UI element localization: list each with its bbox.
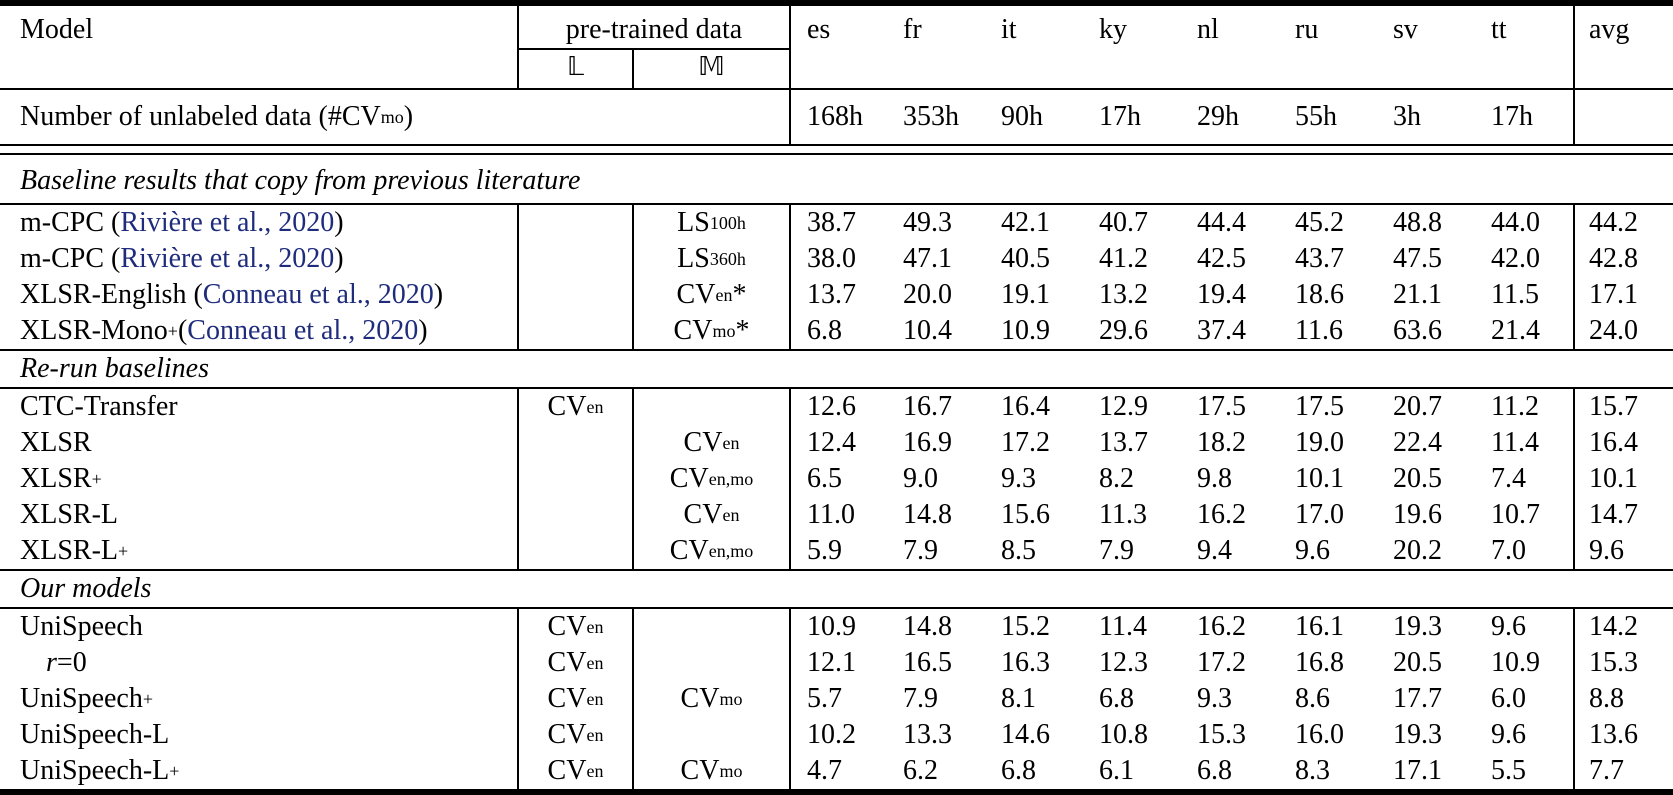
value-cell-it: 15.2 (1001, 611, 1050, 642)
text-sub: 100h (709, 212, 746, 233)
table-row (0, 205, 1673, 241)
value-cell-tt: 7.4 (1491, 463, 1526, 494)
text-sup: + (167, 320, 178, 341)
value-cell-nl: 17.2 (1197, 647, 1246, 678)
model-name-cell (0, 497, 517, 533)
value-cell-fr: 16.7 (903, 391, 952, 422)
multilingual-pretrain-cell (632, 609, 789, 645)
text-segment: * (732, 279, 747, 310)
value-cell-tt: 9.6 (1491, 719, 1526, 750)
avg-cell: 44.2 (1573, 205, 1673, 241)
model-name-cell (0, 425, 517, 461)
value-cell-ky: 41.2 (1099, 243, 1148, 274)
value-cell-sv: 22.4 (1393, 427, 1442, 458)
value-cell-ru: 9.6 (1295, 535, 1330, 566)
value-cell-it: 17.2 (1001, 427, 1050, 458)
value-cell-tt: 11.2 (1491, 391, 1539, 422)
multilingual-pretrain-cell (632, 205, 789, 241)
text-sub: 360h (709, 248, 746, 269)
citation-link[interactable]: Conneau et al., 2020 (202, 279, 434, 310)
text-segment: CV (547, 391, 587, 422)
value-cell-tt: 11.5 (1491, 279, 1539, 310)
value-cell-ky: 40.7 (1099, 207, 1148, 238)
avg-cell: 13.6 (1573, 717, 1673, 753)
col-header-nl: nl (1197, 14, 1219, 45)
table-row (0, 277, 1673, 313)
value-cell-tt: 10.7 (1491, 499, 1540, 530)
labeled-pretrain-cell (517, 313, 632, 349)
table-row (0, 313, 1673, 349)
value-cell-fr: 13.3 (903, 719, 952, 750)
avg-cell: 14.7 (1573, 497, 1673, 533)
text-segment: CV (683, 499, 723, 530)
model-name-cell (0, 533, 517, 569)
value-cell-ru: 10.1 (1295, 463, 1344, 494)
labeled-pretrain-cell (517, 609, 632, 645)
col-header-multilingual-symbol: 𝕄 (632, 50, 789, 88)
text-segment: CV (680, 683, 720, 714)
value-cell-sv: 48.8 (1393, 207, 1442, 238)
avg-cell: 16.4 (1573, 425, 1673, 461)
value-cell-ky: 12.9 (1099, 391, 1148, 422)
text-segment: XLSR-L (20, 535, 118, 566)
section-header-row (0, 571, 1673, 609)
model-name-cell (0, 389, 517, 425)
avg-cell: 17.1 (1573, 277, 1673, 313)
col-header-model: Model (20, 14, 94, 45)
text-segment: ) (418, 315, 428, 346)
value-cell-sv: 63.6 (1393, 315, 1442, 346)
text-segment: CV (547, 755, 587, 786)
value-cell-ky: 29.6 (1099, 315, 1148, 346)
avg-cell (1573, 90, 1673, 144)
value-cell-fr: 20.0 (903, 279, 952, 310)
value-cell-it: 40.5 (1001, 243, 1050, 274)
value-cell-sv: 47.5 (1393, 243, 1442, 274)
labeled-pretrain-cell (517, 389, 632, 425)
value-cell-sv: 20.5 (1393, 463, 1442, 494)
value-cell-ru: 17.0 (1295, 499, 1344, 530)
value-cell-it: 9.3 (1001, 463, 1036, 494)
value-cell-nl: 19.4 (1197, 279, 1246, 310)
value-cell-ky: 7.9 (1099, 535, 1134, 566)
value-cell-es: 13.7 (789, 277, 887, 313)
text-segment: UniSpeech-L (20, 755, 170, 786)
labeled-pretrain-cell (517, 241, 632, 277)
value-cell-sv: 20.2 (1393, 535, 1442, 566)
text-sub: mo (719, 688, 743, 709)
value-cell-nl: 17.5 (1197, 391, 1246, 422)
table-row (0, 609, 1673, 645)
text-segment: Number of unlabeled data (#CV (20, 101, 381, 132)
text-sup: + (91, 468, 102, 489)
table-header (0, 6, 1673, 88)
value-cell-fr: 7.9 (903, 683, 938, 714)
value-cell-it: 19.1 (1001, 279, 1050, 310)
value-cell-fr: 7.9 (903, 535, 938, 566)
value-cell-sv: 19.3 (1393, 719, 1442, 750)
value-cell-fr: 14.8 (903, 499, 952, 530)
value-cell-ru: 45.2 (1295, 207, 1344, 238)
value-cell-es: 6.5 (789, 461, 887, 497)
text-segment: m-CPC ( (20, 207, 121, 238)
text-sub: en (586, 688, 604, 709)
value-cell-sv: 20.7 (1393, 391, 1442, 422)
text-segment: LS (677, 243, 710, 274)
value-cell-ky: 12.3 (1099, 647, 1148, 678)
table-row (0, 497, 1673, 533)
text-sup: + (142, 688, 154, 709)
text-sub: mo (380, 106, 404, 127)
col-header-sv: sv (1393, 14, 1418, 45)
value-cell-ru: 16.1 (1295, 611, 1344, 642)
text-segment: UniSpeech-L (20, 719, 170, 750)
value-cell-fr: 16.5 (903, 647, 952, 678)
col-header-pretrained-data: pre-trained data (517, 6, 789, 50)
value-cell-tt: 5.5 (1491, 755, 1526, 786)
col-header-tt: tt (1491, 14, 1507, 45)
section-title: Baseline results that copy from previous literature (0, 155, 1673, 205)
avg-cell: 15.3 (1573, 645, 1673, 681)
text-segment: LS (677, 207, 710, 238)
value-cell-it: 10.9 (1001, 315, 1050, 346)
table-row (0, 533, 1673, 569)
text-segment: ( (177, 315, 188, 346)
section-title: Re-run baselines (0, 351, 1673, 389)
labeled-pretrain-cell (517, 461, 632, 497)
labeled-pretrain-cell (517, 717, 632, 753)
value-cell-tt: 42.0 (1491, 243, 1540, 274)
value-cell-sv: 19.3 (1393, 611, 1442, 642)
table-row (0, 645, 1673, 681)
value-cell-ru: 11.6 (1295, 315, 1343, 346)
value-cell-fr: 9.0 (903, 463, 938, 494)
multilingual-pretrain-cell (632, 461, 789, 497)
text-segment: XLSR-Mono (20, 315, 168, 346)
value-cell-tt: 17h (1491, 101, 1533, 132)
col-header-fr: fr (903, 14, 922, 45)
text-sub: en (586, 616, 604, 637)
value-cell-tt: 21.4 (1491, 315, 1540, 346)
text-sub: mo (712, 320, 736, 341)
value-cell-ru: 8.3 (1295, 755, 1330, 786)
multilingual-pretrain-cell (632, 753, 789, 789)
value-cell-nl: 42.5 (1197, 243, 1246, 274)
labeled-pretrain-cell (517, 533, 632, 569)
value-cell-es: 6.8 (789, 313, 887, 349)
col-header-it: it (1001, 14, 1017, 45)
value-cell-nl: 18.2 (1197, 427, 1246, 458)
avg-cell: 42.8 (1573, 241, 1673, 277)
value-cell-es: 38.0 (789, 241, 887, 277)
multilingual-pretrain-cell (632, 645, 789, 681)
value-cell-nl: 16.2 (1197, 611, 1246, 642)
avg-cell: 8.8 (1573, 681, 1673, 717)
table-row (0, 241, 1673, 277)
text-segment: CV (673, 315, 713, 346)
model-name-cell (0, 753, 517, 789)
text-sub: en (722, 504, 740, 525)
col-header-ru: ru (1295, 14, 1319, 45)
value-cell-tt: 44.0 (1491, 207, 1540, 238)
text-sub: en (586, 760, 604, 781)
value-cell-ru: 17.5 (1295, 391, 1344, 422)
value-cell-ru: 19.0 (1295, 427, 1344, 458)
text-segment: CV (547, 683, 587, 714)
labeled-pretrain-cell (517, 277, 632, 313)
multilingual-pretrain-cell (632, 241, 789, 277)
multilingual-pretrain-cell (632, 425, 789, 461)
value-cell-fr: 16.9 (903, 427, 952, 458)
text-segment: CTC-Transfer (20, 391, 178, 422)
section-header-row (0, 155, 1673, 205)
text-segment: CV (669, 535, 709, 566)
model-name-cell (0, 313, 517, 349)
text-sub: en (586, 724, 604, 745)
value-cell-ky: 17h (1099, 101, 1141, 132)
table-row (0, 461, 1673, 497)
value-cell-tt: 9.6 (1491, 611, 1526, 642)
value-cell-nl: 6.8 (1197, 755, 1232, 786)
value-cell-nl: 9.3 (1197, 683, 1232, 714)
model-name-cell (0, 277, 517, 313)
double-rule (0, 144, 1673, 155)
labeled-pretrain-cell (517, 205, 632, 241)
value-cell-es: 10.9 (789, 609, 887, 645)
text-segment: XLSR (20, 463, 92, 494)
text-segment: ) (433, 279, 444, 310)
value-cell-es: 12.4 (789, 425, 887, 461)
text-segment: XLSR-English ( (20, 279, 203, 310)
value-cell-nl: 29h (1197, 101, 1239, 132)
labeled-pretrain-cell (517, 497, 632, 533)
value-cell-es: 11.0 (789, 497, 887, 533)
value-cell-fr: 14.8 (903, 611, 952, 642)
col-header-es: es (789, 6, 887, 88)
text-sub: en,mo (708, 468, 754, 489)
value-cell-it: 16.4 (1001, 391, 1050, 422)
avg-cell: 10.1 (1573, 461, 1673, 497)
unlabeled-data-row (0, 90, 1673, 144)
unlabeled-data-label (0, 90, 789, 144)
text-segment: UniSpeech (20, 683, 143, 714)
value-cell-ky: 6.1 (1099, 755, 1134, 786)
value-cell-ky: 10.8 (1099, 719, 1148, 750)
model-name-cell (0, 609, 517, 645)
value-cell-nl: 9.4 (1197, 535, 1232, 566)
multilingual-pretrain-cell (632, 681, 789, 717)
multilingual-pretrain-cell (632, 389, 789, 425)
value-cell-ru: 8.6 (1295, 683, 1330, 714)
citation-link[interactable]: Rivière et al., 2020 (120, 243, 335, 274)
value-cell-es: 10.2 (789, 717, 887, 753)
value-cell-it: 6.8 (1001, 755, 1036, 786)
value-cell-fr: 10.4 (903, 315, 952, 346)
model-name-cell (0, 205, 517, 241)
value-cell-sv: 19.6 (1393, 499, 1442, 530)
model-name-cell (0, 645, 517, 681)
value-cell-ky: 6.8 (1099, 683, 1134, 714)
value-cell-sv: 3h (1393, 101, 1421, 132)
multilingual-pretrain-cell (632, 497, 789, 533)
table-row (0, 389, 1673, 425)
labeled-pretrain-cell (517, 681, 632, 717)
avg-cell: 15.7 (1573, 389, 1673, 425)
value-cell-nl: 9.8 (1197, 463, 1232, 494)
value-cell-sv: 17.1 (1393, 755, 1442, 786)
value-cell-it: 90h (1001, 101, 1043, 132)
text-segment: m-CPC ( (20, 243, 121, 274)
labeled-pretrain-cell (517, 753, 632, 789)
value-cell-ky: 13.2 (1099, 279, 1148, 310)
value-cell-ky: 13.7 (1099, 427, 1148, 458)
value-cell-fr: 6.2 (903, 755, 938, 786)
text-segment: CV (669, 463, 709, 494)
text-sub: en (715, 284, 733, 305)
citation-link[interactable]: Conneau et al., 2020 (187, 315, 419, 346)
value-cell-nl: 44.4 (1197, 207, 1246, 238)
value-cell-es: 5.9 (789, 533, 887, 569)
value-cell-it: 8.1 (1001, 683, 1036, 714)
model-name-cell (0, 241, 517, 277)
text-segment: UniSpeech (20, 611, 143, 642)
value-cell-es: 168h (789, 90, 887, 144)
text-segment: CV (547, 611, 587, 642)
avg-cell: 24.0 (1573, 313, 1673, 349)
multilingual-pretrain-cell (632, 277, 789, 313)
value-cell-ky: 8.2 (1099, 463, 1134, 494)
avg-cell: 9.6 (1573, 533, 1673, 569)
value-cell-ru: 16.0 (1295, 719, 1344, 750)
multilingual-pretrain-cell (632, 717, 789, 753)
value-cell-es: 12.1 (789, 645, 887, 681)
value-cell-ru: 55h (1295, 101, 1337, 132)
value-cell-ky: 11.4 (1099, 611, 1147, 642)
value-cell-es: 5.7 (789, 681, 887, 717)
value-cell-es: 4.7 (789, 753, 887, 789)
table-row (0, 753, 1673, 789)
multilingual-pretrain-cell (632, 313, 789, 349)
bottom-rule (0, 789, 1673, 795)
section-title: Our models (0, 571, 1673, 609)
value-cell-it: 42.1 (1001, 207, 1050, 238)
text-sub: en (586, 652, 604, 673)
text-segment: CV (680, 755, 720, 786)
value-cell-it: 14.6 (1001, 719, 1050, 750)
value-cell-nl: 15.3 (1197, 719, 1246, 750)
value-cell-nl: 37.4 (1197, 315, 1246, 346)
text-segment: ) (334, 207, 344, 238)
text-sub: en,mo (708, 540, 754, 561)
text-sub: mo (719, 760, 743, 781)
text-segment: CV (547, 719, 587, 750)
value-cell-es: 12.6 (789, 389, 887, 425)
text-sup: + (169, 760, 180, 781)
text-it: r (46, 647, 57, 678)
col-header-labeled-symbol: 𝕃 (517, 50, 632, 88)
value-cell-it: 15.6 (1001, 499, 1050, 530)
model-name-cell (0, 717, 517, 753)
value-cell-ky: 11.3 (1099, 499, 1147, 530)
text-segment: XLSR (20, 427, 92, 458)
multilingual-pretrain-cell (632, 533, 789, 569)
text-segment: =0 (56, 647, 87, 678)
value-cell-tt: 6.0 (1491, 683, 1526, 714)
value-cell-tt: 10.9 (1491, 647, 1540, 678)
value-cell-ru: 18.6 (1295, 279, 1344, 310)
model-name-cell (0, 461, 517, 497)
text-sup: + (118, 540, 129, 561)
citation-link[interactable]: Rivière et al., 2020 (120, 207, 335, 238)
text-sub: en (722, 432, 740, 453)
labeled-pretrain-cell (517, 645, 632, 681)
table-row (0, 425, 1673, 461)
value-cell-ru: 16.8 (1295, 647, 1344, 678)
value-cell-it: 16.3 (1001, 647, 1050, 678)
table-row (0, 717, 1673, 753)
section-header-row (0, 351, 1673, 389)
value-cell-sv: 17.7 (1393, 683, 1442, 714)
value-cell-tt: 7.0 (1491, 535, 1526, 566)
value-cell-ru: 43.7 (1295, 243, 1344, 274)
col-header-avg: avg (1573, 6, 1673, 88)
text-segment: ) (334, 243, 344, 274)
value-cell-it: 8.5 (1001, 535, 1036, 566)
col-header-ky: ky (1099, 14, 1127, 45)
text-segment: ) (403, 101, 414, 132)
value-cell-fr: 47.1 (903, 243, 952, 274)
value-cell-fr: 353h (903, 101, 959, 132)
text-segment: CV (547, 647, 587, 678)
value-cell-sv: 20.5 (1393, 647, 1442, 678)
value-cell-fr: 49.3 (903, 207, 952, 238)
value-cell-nl: 16.2 (1197, 499, 1246, 530)
value-cell-es: 38.7 (789, 205, 887, 241)
avg-cell: 7.7 (1573, 753, 1673, 789)
avg-cell: 14.2 (1573, 609, 1673, 645)
value-cell-sv: 21.1 (1393, 279, 1442, 310)
text-segment: * (735, 315, 750, 346)
text-sub: en (586, 396, 604, 417)
text-segment: CV (676, 279, 716, 310)
text-segment: CV (683, 427, 723, 458)
labeled-pretrain-cell (517, 425, 632, 461)
value-cell-tt: 11.4 (1491, 427, 1539, 458)
model-name-cell (0, 681, 517, 717)
table-row (0, 681, 1673, 717)
text-segment: XLSR-L (20, 499, 118, 530)
